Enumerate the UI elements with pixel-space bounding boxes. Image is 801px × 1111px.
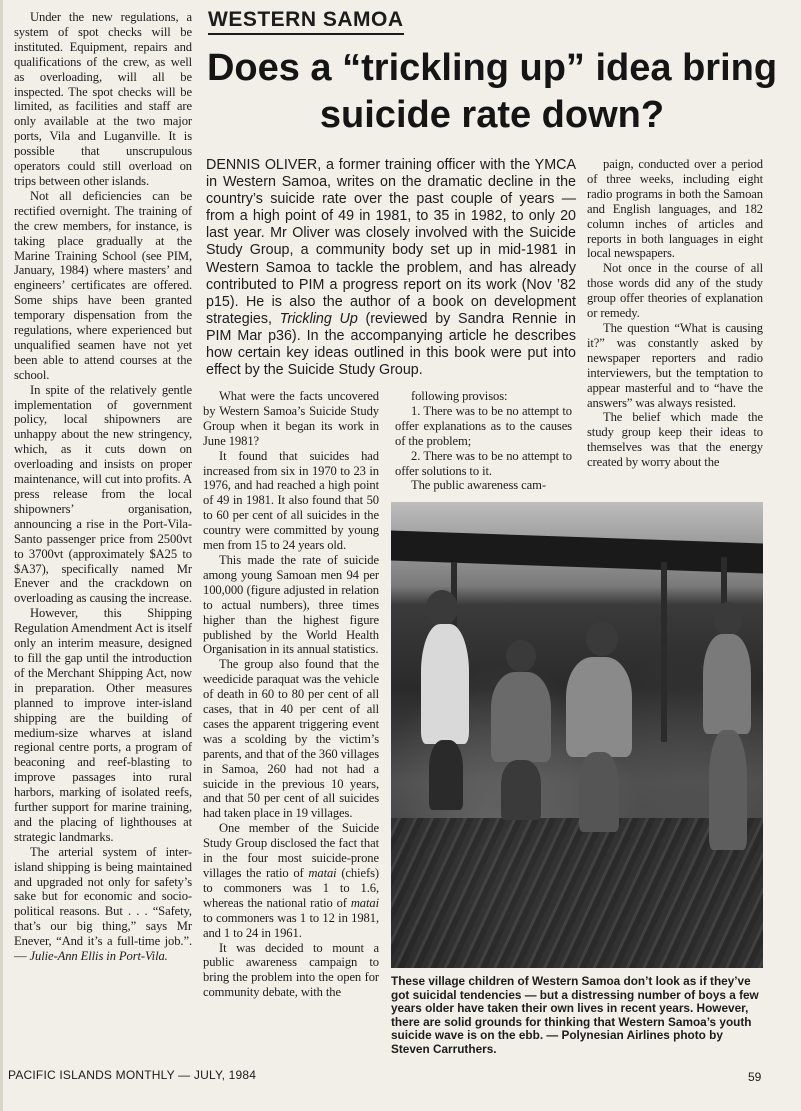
text-run: The belief which made the study group keep their ideas to themselves was that the energy created by worry about the (587, 410, 763, 470)
article-column-2 (203, 389, 379, 1000)
paragraph (395, 449, 572, 479)
text-run: It was decided to mount a public awareness campaign to bring the problem into the open for community debate, with the (203, 940, 379, 1000)
text-run: to commoners was 1 to 12 in 1981, and 1 to 24 in 1961. (203, 910, 379, 940)
photo-child (709, 730, 747, 850)
paragraph (203, 821, 379, 940)
intro-paragraph (206, 157, 576, 379)
photo-child (579, 752, 619, 832)
text-run: The question “What is causing it?” was constantly asked by newspaper reporters and radio interviewers, but the temptation to appear masterful and to “have the answers” was always resisted. (587, 320, 763, 410)
paragraph (203, 389, 379, 449)
paragraph (587, 261, 763, 321)
paragraph (587, 410, 763, 470)
paragraph (14, 383, 192, 607)
headline: Does a “trickling up” idea bring suicide rate down? (206, 47, 778, 136)
text-run: In spite of the relatively gentle implementation of government policy, local shipowners are unhappy about the new stringency, which, as it cuts down on overloading and insists on proper maintenance, will cut into profits. A press release from the local shipowners’ organisation, announcing a rise in the Port-Vila-Santo passenger price from 2500vt to 3700vt (approximately $A25 to $A37), specifically named Mr Enever and the crackdown on overloading as causing the increase. (14, 382, 192, 606)
text-run: The group also found that the weedicide paraquat was the vehicle of death in 60 to 80 per cent of all cases, that in 40 per cent of all cases the apparent triggering event was a scolding by the victim’s parents, and that of the 360 villages in Samoa, 260 had not had a suicide in the previous 10 years, and that 50 per cent of all suicides had taken place in 19 villages. (203, 657, 379, 821)
photo-child (713, 602, 743, 636)
photo-child (586, 622, 618, 656)
paragraph (587, 321, 763, 410)
shipping-article-column (14, 10, 192, 964)
village-children-photo (391, 502, 763, 968)
text-run: Not all deficiencies can be rectified overnight. The training of the crew members, for instance, is taking place gradually at the Marine Training School (see PIM, January, 1984) where masters’ and engineers’ certificates are offered. Some ships have been granted temporary dispensation from the regulations, where experienced but unqualified seamen have not yet been able to attend courses at the school. (14, 188, 192, 382)
paragraph (14, 189, 192, 383)
paragraph (395, 389, 572, 404)
photo-child (566, 657, 632, 757)
article-column-3 (395, 389, 572, 493)
photo-caption: These village children of Western Samoa don’t look as if they’ve got suicidal tendencies — but a distressing number of boys a few years older have taken their own lives in recent years. However, there are solid grounds for thinking that Western Samoa’s youth suicide wave is on the ebb. — Polynesian Airlines photo by Steven Carruthers. (391, 974, 759, 1056)
photo-child (426, 590, 458, 626)
text-run: The public awareness cam- (411, 478, 546, 493)
paragraph (203, 657, 379, 821)
page-gutter (0, 0, 3, 1111)
photo-child (429, 740, 463, 810)
text-run: The arterial system of inter-island shipping is being maintained and upgraded not only for safety’s sake but for economic and socio-political reasons. But . . . “Safety, that’s our big thing,” says Mr Enever, “And it’s a full-time job.”. — (14, 844, 192, 964)
article-column-4 (587, 157, 763, 470)
photo-hut-roof (391, 531, 763, 574)
text-run: paign, conducted over a period of three weeks, including eight radio programs in both the Samoan and English languages, and 182 column inches of articles and reports in both languages in eight local newspapers. (587, 157, 763, 261)
text-run: Under the new regulations, a system of spot checks will be instituted. Equipment, repairs and qualifications of the crew, as well as overloading, will all be inspected. The spot checks will be limited, as facilities and staff are only available at the two major ports, Vila and Luganville. It is possible that unscrupulous operators could still overload on trips between other islands. (14, 10, 192, 188)
paragraph (14, 10, 192, 189)
text-run: However, this Shipping Regulation Amendment Act is itself only an interim measure, designed to fill the gap until the introduction of the Merchant Shipping Act, now in preparation. Other measures planned to improve inter-island shipping are the building of medium-size wharves at island regional centre ports, a program of beaconing and reef-blasting to improve passages into rural harbors, marking of isolated reefs, further support for marine training, and the placing of lighthouses at strategic landmarks. (14, 606, 192, 844)
photo-child (703, 634, 751, 734)
publication-footer: PACIFIC ISLANDS MONTHLY — JULY, 1984 (8, 1068, 257, 1082)
text-run: DENNIS OLIVER, a former training officer with the YMCA in Western Samoa, writes on the dramatic decline in the country’s suicide rate over the past couple of years — from a high point of 49 in 1981, to 35 in 1982, to only 20 last year. Mr Oliver was closely involved with the Suicide Study Group, a community body set up in mid-1981 in Western Samoa to tackle the problem, and has already contributed to PIM a progress report on its work (Nov ’82 p15). He is also the author of a book on development strategies, (206, 157, 576, 327)
paragraph (587, 157, 763, 261)
photo-ground (391, 818, 763, 968)
paragraph (14, 845, 192, 964)
text-run: 2. There was to be no attempt to offer solutions to it. (395, 448, 572, 478)
photo-child (506, 640, 536, 672)
emphasis-text: Julie-Ann Ellis in Port-Vila. (29, 949, 168, 964)
paragraph (14, 606, 192, 845)
text-run: What were the facts uncovered by Western Samoa’s Suicide Study Group when it began its work in June 1981? (203, 389, 379, 448)
page-number: 59 (748, 1070, 762, 1084)
photo-child (491, 672, 551, 762)
photo-child (421, 624, 469, 744)
paragraph (203, 449, 379, 553)
text-run: This made the rate of suicide among young Samoan men 94 per 100,000 (figure adjusted in relation to actual numbers), three times higher than the highest figure published by the World Health Organisation in its annual statistics. (203, 552, 379, 657)
text-run: (reviewed by Sandra Rennie in PIM Mar p36). In the accompanying article he describes how certain key ideas outlined in this book were put into effect by the Suicide Study Group. (206, 310, 576, 379)
paragraph (203, 941, 379, 1001)
text-run: Not once in the course of all those words did any of the study group offer theories of explanation or remedy. (587, 261, 763, 321)
emphasis-text: matai (308, 866, 337, 880)
text-run: 1. There was to be no attempt to offer explanations as to the causes of the problem; (395, 403, 572, 448)
paragraph (395, 404, 572, 449)
photo-child (501, 760, 541, 820)
text-run: One member of the Suicide Study Group disclosed the fact that in the four most suicide-prone villages the ratio of (203, 821, 379, 880)
paragraph (203, 553, 379, 657)
photo-hut-post (661, 562, 667, 742)
paragraph (395, 478, 572, 493)
text-run: It found that suicides had increased from six in 1970 to 23 in 1976, and had reached a high point of 49 in 1981. It also found that 50 to 60 per cent of all suicides in the country were committed by young men from 15 to 24 years old. (203, 448, 379, 553)
text-run: following provisos: (411, 389, 508, 403)
section-label: WESTERN SAMOA (208, 8, 404, 35)
emphasis-text: matai (350, 895, 379, 910)
text-run: (chiefs) to commoners was 1 to 1.6, whereas the national ratio of (203, 866, 379, 910)
emphasis-text: Trickling Up (279, 310, 358, 327)
